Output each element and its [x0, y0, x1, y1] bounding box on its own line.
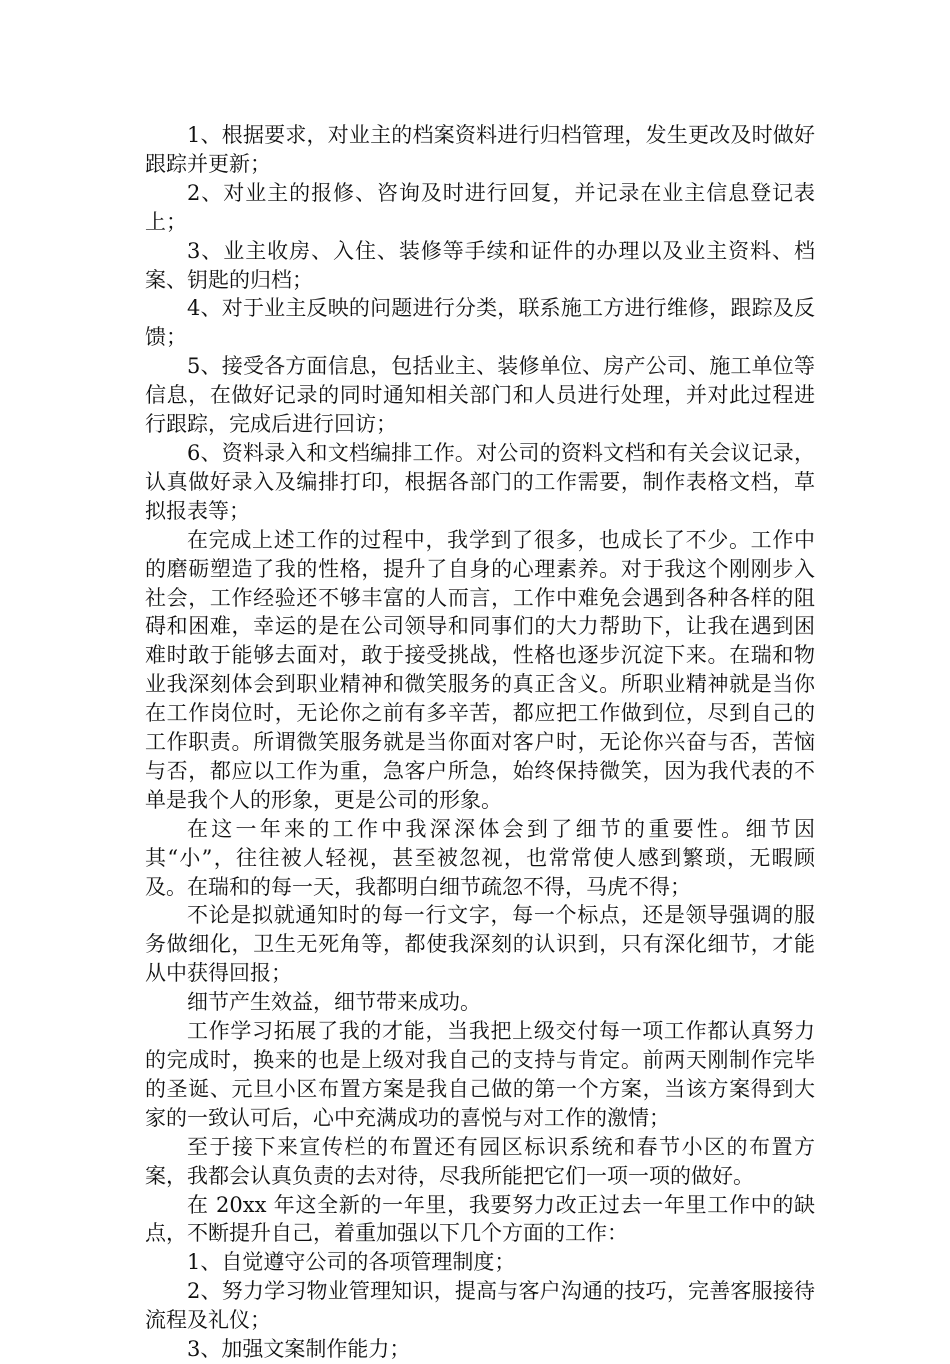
- next-plan-paragraph: 至于接下来宣传栏的布置还有园区标识系统和春节小区的布置方案，我都会认真负责的去对待，尽我所能把它们一项一项的做好。: [145, 1134, 815, 1188]
- paragraph-item-4: 4、对于业主反映的问题进行分类，联系施工方进行维修，跟踪及反馈；: [145, 296, 815, 350]
- detail-awareness-paragraph: 不论是拟就通知时的每一行文字，每一个标点，还是领导强调的服务做细化，卫生无死角等，都使我深刻的认识到，只有深化细节，才能从中获得回报；: [145, 903, 815, 986]
- reflection-paragraph: 在完成上述工作的过程中，我学到了很多，也成长了不少。工作中的磨砺塑造了我的性格，提升了自身的心理素养。对于我这个刚刚步入社会，工作经验还不够丰富的人而言，工作中难免会遇到各种各样的阻碍和困难，幸运的是在公司领导和同事们的大力帮助下，让我在遇到困难时敢于能够去面对，敢于接受挑战，性格也逐步沉淀下来。在瑞和物业我深刻体会到职业精神和微笑服务的真正含义。所职业精神就是当你在工作岗位时，无论你之前有多辛苦，都应把工作做到位，尽到自己的工作职责。所谓微笑服务就是当你面对客户时，无论你兴奋与否，苦恼与否，都应以工作为重，急客户所急，始终保持微笑，因为我代表的不单是我个人的形象，更是公司的形象。: [145, 527, 815, 812]
- detail-motto-paragraph: 细节产生效益，细节带来成功。: [187, 990, 481, 1015]
- paragraph-item-2: 2、对业主的报修、咨询及时进行回复，并记录在业主信息登记表上；: [145, 180, 815, 234]
- goal-item-1: 1、自觉遵守公司的各项管理制度；: [187, 1250, 516, 1275]
- detail-importance-paragraph: 在这一年来的工作中我深深体会到了细节的重要性。细节因其“小”，往往被人轻视，甚至被忽视，也常常使人感到繁琐，无暇顾及。在瑞和的每一天，我都明白细节疏忽不得，马虎不得；: [145, 816, 815, 899]
- paragraph-item-6: 6、资料录入和文档编排工作。对公司的资料文档和有关会议记录，认真做好录入及编排打印，根据各部门的工作需要，制作表格文档，草拟报表等；: [145, 440, 815, 523]
- new-year-goal-paragraph: 在 20xx 年这全新的一年里，我要努力改正过去一年里工作中的缺点，不断提升自己，着重加强以下几个方面的工作：: [145, 1192, 815, 1246]
- work-growth-paragraph: 工作学习拓展了我的才能，当我把上级交付每一项工作都认真努力的完成时，换来的也是上级对我自己的支持与肯定。前两天刚制作完毕的圣诞、元旦小区布置方案是我自己做的第一个方案，当该方案得到大家的一致认可后，心中充满成功的喜悦与对工作的激情；: [145, 1019, 815, 1130]
- goal-item-2: 2、努力学习物业管理知识，提高与客户沟通的技巧，完善客服接待流程及礼仪；: [145, 1279, 815, 1333]
- goal-item-3: 3、加强文案制作能力；: [187, 1337, 411, 1362]
- document-body: [145, 121, 815, 1364]
- paragraph-item-3: 3、业主收房、入住、装修等手续和证件的办理以及业主资料、档案、钥匙的归档；: [145, 238, 815, 292]
- paragraph-item-1: 1、根据要求，对业主的档案资料进行归档管理，发生更改及时做好跟踪并更新；: [145, 123, 815, 176]
- paragraph-item-5: 5、接受各方面信息，包括业主、装修单位、房产公司、施工单位等信息，在做好记录的同时通知相关部门和人员进行处理，并对此过程进行跟踪，完成后进行回访；: [145, 354, 815, 437]
